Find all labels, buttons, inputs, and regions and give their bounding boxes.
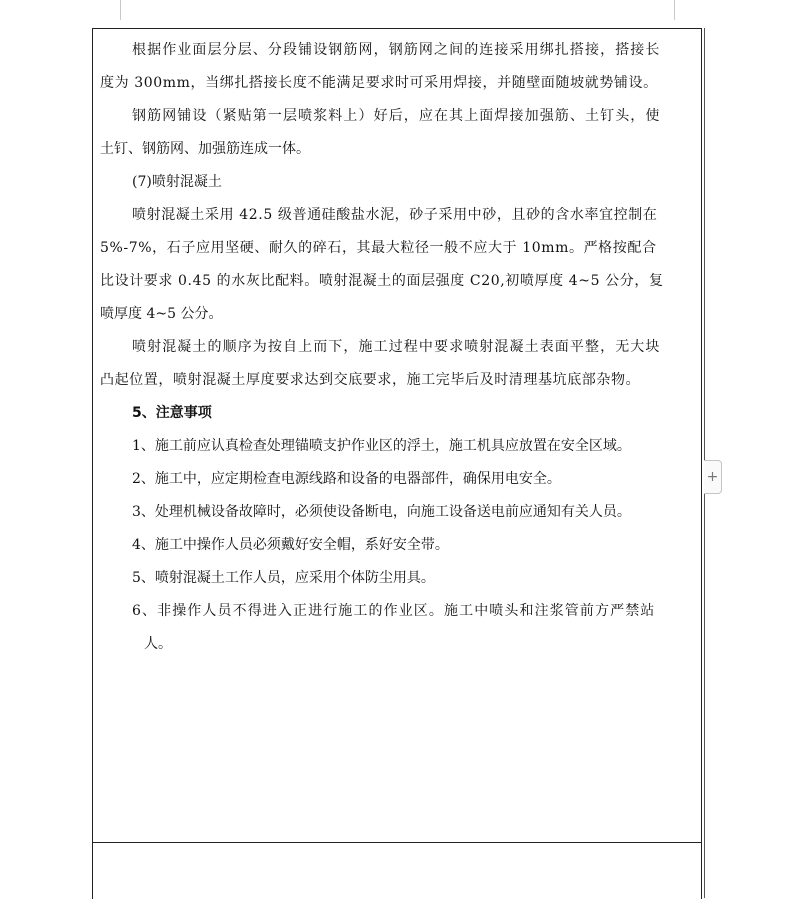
list-item: 2、施工中，应定期检查电源线路和设备的电器部件，确保用电安全。 — [132, 471, 561, 487]
text-line: 钢筋网铺设（紧贴第一层喷浆料上）好后，应在其上面焊接加强筋、土钉头，使 — [132, 108, 661, 124]
text-line: 喷射混凝土的顺序为按自上而下，施工过程中要求喷射混凝土表面平整，无大块 — [132, 339, 661, 355]
section-subtitle: (7)喷射混凝土 — [132, 174, 222, 190]
list-item-continuation: 人。 — [144, 636, 172, 652]
text-line: 比设计要求 0.45 的水灰比配料。喷射混凝土的面层强度 C20,初喷厚度 4~5 公分，复 — [100, 273, 664, 289]
add-row-button[interactable]: + — [704, 460, 722, 494]
text-line: 5%-7%，石子应用坚硬、耐久的碎石，其最大粒径一般不应大于 10mm。严格按配合 — [100, 240, 657, 256]
text-line: 喷厚度 4~5 公分。 — [100, 306, 223, 322]
document-body — [100, 34, 694, 661]
text-line: 度为 300mm，当绑扎搭接长度不能满足要求时可采用焊接，并随壁面随坡就势铺设。 — [100, 75, 658, 91]
text-line: 喷射混凝土采用 42.5 级普通硅酸盐水泥，砂子采用中砂，且砂的含水率宜控制在 — [132, 207, 658, 223]
left-margin-mark — [120, 0, 121, 20]
list-item: 4、施工中操作人员必须戴好安全帽，系好安全带。 — [132, 537, 449, 553]
table-row-divider — [92, 842, 702, 843]
section-heading: 5、注意事项 — [132, 405, 212, 421]
list-item: 6、非操作人员不得进入正进行施工的作业区。施工中喷头和注浆管前方严禁站 — [132, 603, 656, 619]
list-item: 1、施工前应认真检查处理锚喷支护作业区的浮土，施工机具应放置在安全区域。 — [132, 438, 631, 454]
text-line: 土钉、钢筋网、加强筋连成一体。 — [100, 141, 310, 157]
list-item: 5、喷射混凝土工作人员，应采用个体防尘用具。 — [132, 570, 435, 586]
text-line: 根据作业面层分层、分段铺设钢筋网，钢筋网之间的连接采用绑扎搭接，搭接长 — [132, 42, 661, 58]
right-margin-mark — [674, 0, 675, 20]
text-line: 凸起位置，喷射混凝土厚度要求达到交底要求，施工完毕后及时清理基坑底部杂物。 — [100, 372, 641, 388]
list-item: 3、处理机械设备故障时，必须使设备断电，向施工设备送电前应通知有关人员。 — [132, 504, 631, 520]
